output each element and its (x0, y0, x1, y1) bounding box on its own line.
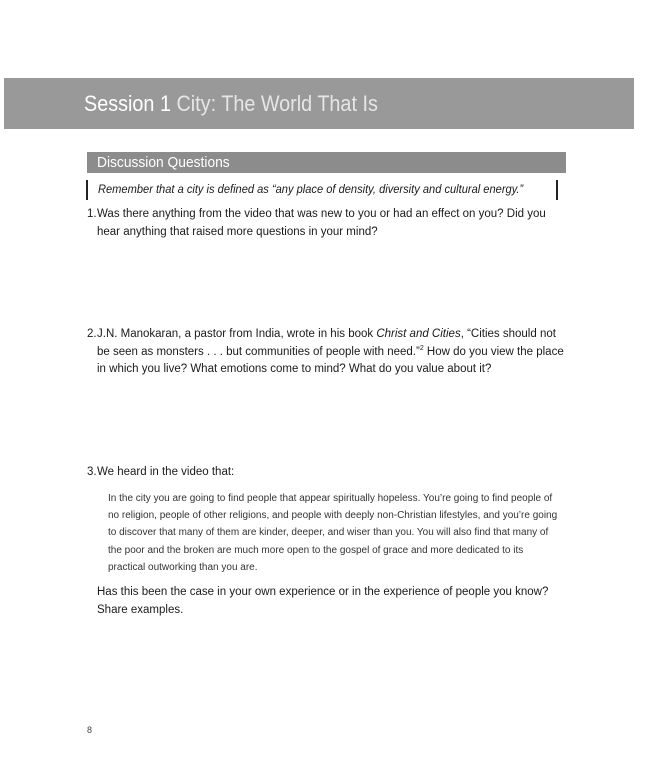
quote-text: Remember that a city is defined as “any place of density, diversity and cultural energy.” (98, 184, 524, 196)
question-number: 2. (87, 328, 97, 340)
book-title: Christ and Cities (376, 328, 461, 340)
question-3 (87, 464, 567, 482)
footnote-marker: 2 (419, 344, 424, 352)
question-text (87, 326, 567, 379)
quote-bracket-left (86, 180, 88, 200)
question-text: Was there anything from the video that was new to you or had an effect on you? Did you hear anything that raised more questions in your mind? (97, 208, 546, 238)
question-3-followup: Has this been the case in your own experience or in the experience of people you know? Share examples. (97, 586, 549, 616)
question-2 (87, 326, 567, 379)
session-number: Session 1 (84, 91, 171, 116)
section-header-bar (87, 152, 566, 173)
quote-bracket-right (556, 180, 558, 200)
question-1 (87, 206, 567, 241)
question-number: 1. (87, 208, 97, 220)
video-excerpt: In the city you are going to find people that appear spiritually hopeless. You’re going to find people of no religion, people of other religions, and people with deeply non-Christian lifestyles, and you’re going to discover that many of them are kinder, deeper, and wiser than you. You will also find that many of the poor and the broken are much more open to the gospel of grace and more dedicated to its practical outworking than you are. (108, 493, 558, 573)
definition-quote (86, 180, 560, 201)
question-number: 3. (87, 466, 97, 478)
question-text-part: J.N. Manokaran, a pastor from India, wrote in his book (97, 328, 377, 340)
session-title (84, 90, 378, 118)
question-text: We heard in the video that: (97, 466, 235, 478)
page-number: 8 (87, 725, 93, 735)
question-text-part: How do you view the place in which you live? What emotions come to mind? What do you value about it? (97, 345, 564, 375)
session-name: City: The World That Is (176, 91, 378, 116)
section-title: Discussion Questions (97, 154, 230, 171)
question-text-part: , “Cities should not be seen as monsters . . . but communities of people with need.” (97, 328, 556, 358)
